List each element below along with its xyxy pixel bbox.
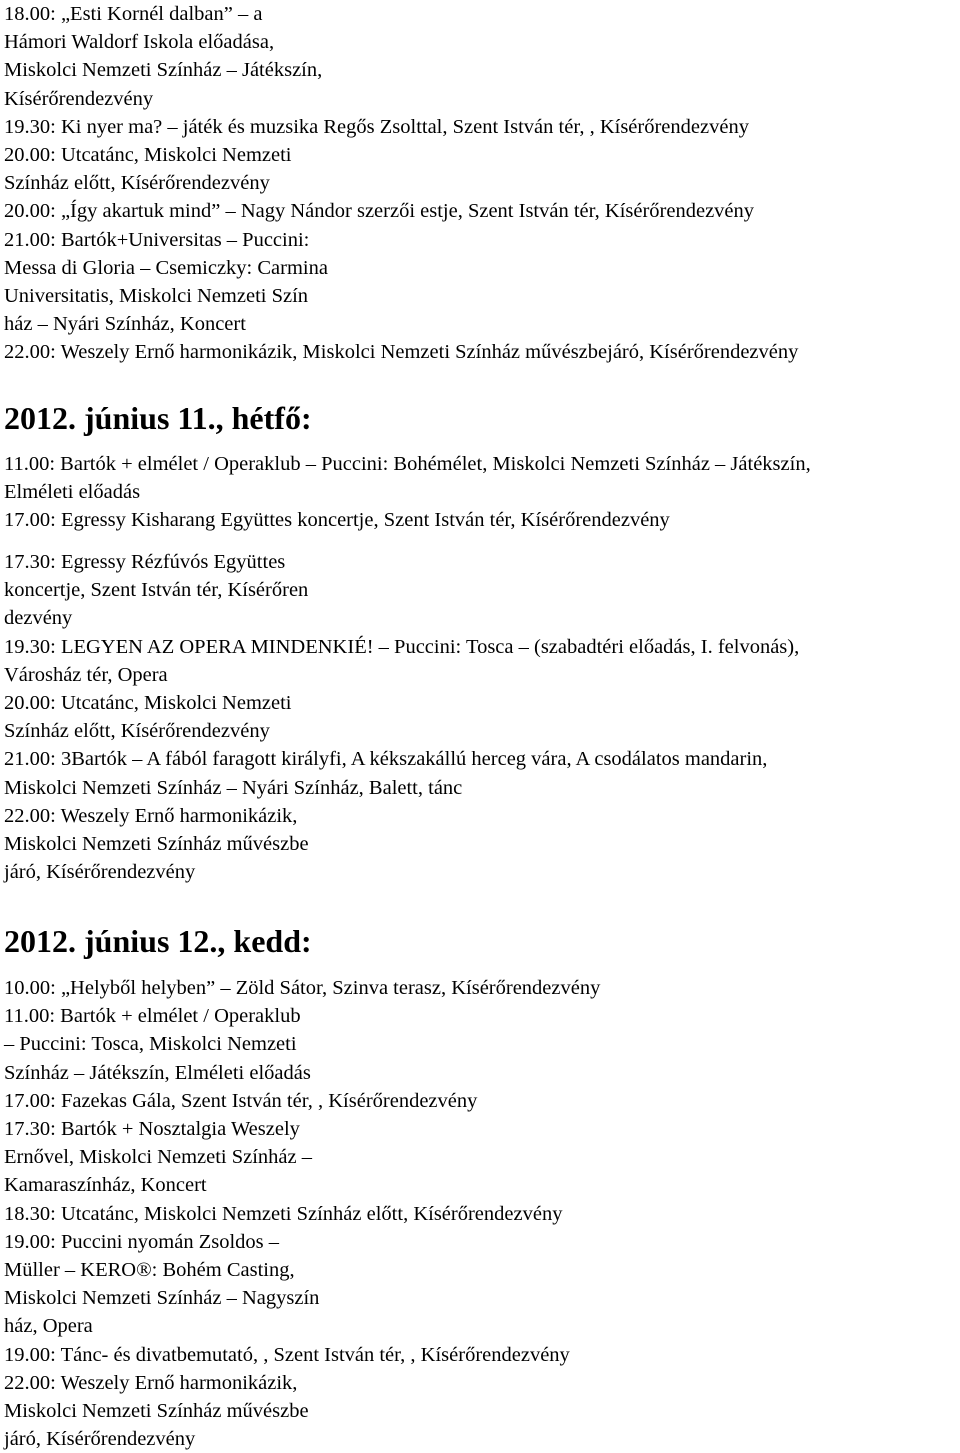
program-line: Kamaraszínház, Koncert (4, 1174, 207, 1197)
program-line: 21.00: Bartók+Universitas – Puccini: (4, 228, 310, 251)
date-heading-june-12: 2012. június 12., kedd: (4, 923, 312, 959)
program-line: – Puccini: Tosca, Miskolci Nemzeti (4, 1033, 297, 1056)
program-section-june-11-part-2 (4, 548, 799, 886)
program-line: 20.00: „Így akartuk mind” – Nagy Nándor szerzői estje, Szent István tér, Kísérőrendezvény (4, 200, 755, 223)
program-line: koncertje, Szent István tér, Kísérőren (4, 579, 309, 602)
program-line: Miskolci Nemzeti Színház – Nagyszín (4, 1287, 320, 1310)
date-heading-june-11: 2012. június 11., hétfő: (4, 400, 312, 436)
program-line: Miskolci Nemzeti Színház – Játékszín, (4, 59, 323, 82)
program-section-june-12 (4, 974, 600, 1453)
program-section-june-10 (4, 0, 798, 367)
program-line: 19.00: Tánc- és divatbemutató, , Szent István tér, , Kísérőrendezvény (4, 1343, 570, 1366)
program-line: 17.00: Egressy Kisharang Együttes koncertje, Szent István tér, Kísérőrendezvény (4, 509, 670, 532)
program-line: ház – Nyári Színház, Koncert (4, 313, 246, 336)
program-line: Ernővel, Miskolci Nemzeti Színház – (4, 1146, 312, 1169)
program-line: Miskolci Nemzeti Színház – Nyári Színház, Balett, tánc (4, 776, 463, 799)
program-line: járó, Kísérőrendezvény (4, 861, 196, 884)
program-line: 22.00: Weszely Ernő harmonikázik, (4, 1371, 298, 1394)
program-line: 17.30: Bartók + Nosztalgia Weszely (4, 1118, 300, 1141)
program-line: 11.00: Bartók + elmélet / Operaklub – Puccini: Bohémélet, Miskolci Nemzeti Színház – Játékszín, (4, 453, 811, 475)
program-line: Miskolci Nemzeti Színház művészbe (4, 1400, 309, 1423)
program-line: 18.30: Utcatánc, Miskolci Nemzeti Színház előtt, Kísérőrendezvény (4, 1202, 563, 1225)
program-section-june-11-part-1 (4, 450, 811, 535)
program-line: Városház tér, Opera (4, 663, 168, 686)
program-line: Kísérőrendezvény (4, 87, 154, 110)
program-line: 21.00: 3Bartók – A fából faragott királyfi, A kékszakállú herceg vára, A csodálatos mandarin, (4, 748, 768, 771)
program-line: 19.30: LEGYEN AZ OPERA MINDENKIÉ! – Puccini: Tosca – (szabadtéri előadás, I. felvonás), (4, 635, 800, 658)
program-line: Müller – KERO®: Bohém Casting, (4, 1259, 295, 1282)
program-line: 19.30: Ki nyer ma? – játék és muzsika Regős Zsolttal, Szent István tér, , Kísérőrendezvény (4, 115, 749, 138)
program-line: 17.30: Egressy Rézfúvós Együttes (4, 551, 286, 573)
program-line: dezvény (4, 607, 73, 630)
program-line: Miskolci Nemzeti Színház művészbe (4, 833, 309, 856)
program-line: 19.00: Puccini nyomán Zsoldos – (4, 1230, 280, 1253)
program-line: Universitatis, Miskolci Nemzeti Szín (4, 285, 309, 308)
program-line: 22.00: Weszely Ernő harmonikázik, (4, 804, 298, 827)
program-line: Színház – Játékszín, Elméleti előadás (4, 1061, 311, 1084)
program-line: 20.00: Utcatánc, Miskolci Nemzeti (4, 144, 292, 167)
program-line: Elméleti előadás (4, 481, 141, 504)
program-line: Hámori Waldorf Iskola előadása, (4, 31, 275, 54)
program-line: ház, Opera (4, 1315, 93, 1338)
program-line: 11.00: Bartók + elmélet / Operaklub (4, 1005, 301, 1028)
program-line: Színház előtt, Kísérőrendezvény (4, 172, 270, 195)
program-line: Színház előtt, Kísérőrendezvény (4, 720, 270, 743)
program-line: 17.00: Fazekas Gála, Szent István tér, , Kísérőrendezvény (4, 1089, 478, 1112)
program-line: 22.00: Weszely Ernő harmonikázik, Miskolci Nemzeti Színház művészbejáró, Kísérőrendezvény (4, 341, 799, 364)
program-line: járó, Kísérőrendezvény (4, 1428, 196, 1451)
program-line: 20.00: Utcatánc, Miskolci Nemzeti (4, 692, 292, 715)
program-line: Messa di Gloria – Csemiczky: Carmina (4, 256, 328, 279)
program-line: 18.00: „Esti Kornél dalban” – a (4, 3, 263, 25)
program-line: 10.00: „Helyből helyben” – Zöld Sátor, Szinva terasz, Kísérőrendezvény (4, 977, 601, 999)
